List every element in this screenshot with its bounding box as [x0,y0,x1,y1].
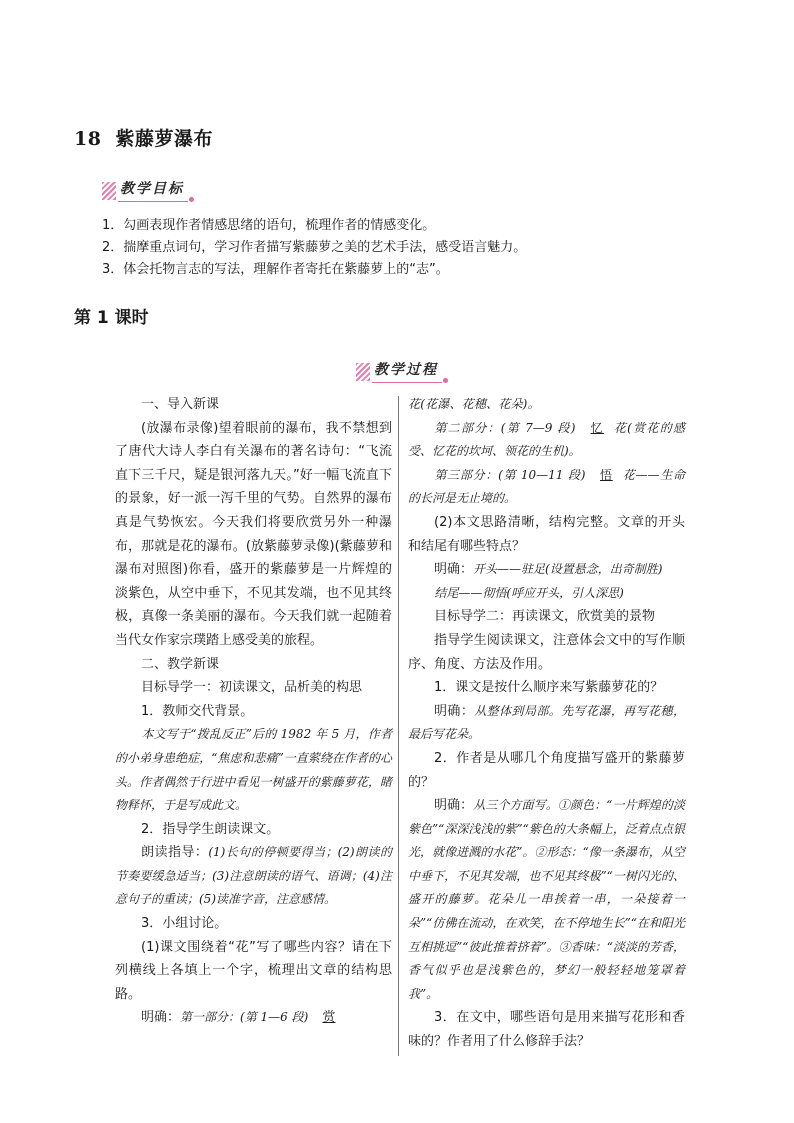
question-text: 1．课文是按什么顺序来写紫藤萝花的？ [434,680,664,696]
dot-icon [189,197,194,202]
answer-label: 明确： [434,703,475,719]
answer-continuation: 花(花瀑、花穗、花朵)。 [408,397,540,411]
question-text: 3．在文中，哪些语句是用来描写花形和香味的？作者用了什么修辞手法？ [408,1010,685,1050]
guide-heading: 目标导学一：初读课文，品析美的构思 [141,680,363,696]
intro-paragraph: (放瀑布录像)望着眼前的瀑布，我不禁想到了唐代大诗人李白有关瀑布的著名诗句：“飞流直下三千尺，疑是银河落九天。”好一幅飞流直下的景象，好一派一泻千里的气势。自然界的瀑布真是气势恢宏。今天我们将要欣赏另外一种瀑布，那就是花的瀑布。(放紫藤萝录像)(紫藤萝和瀑布对照图)你看，盛开的紫藤萝是一片辉煌的淡紫色，从空中垂下，不见其发端，也不见其终极，真像一条美丽的瀑布。今天我们就一起随着当代女作家宗璞踏上感受美的旅程。 [115,420,392,648]
lesson-title [74,124,213,151]
answer-text [115,1006,392,1030]
answer-part-label: 第二部分：(第 7—9 段) [434,420,576,435]
fill-blank: 赏 [322,1010,336,1026]
section-heading: 一、导入新课 [141,397,220,412]
dot-icon [443,378,448,383]
teaching-goals-tag [102,180,194,202]
lesson-name: 紫藤萝瀑布 [115,128,213,150]
section-heading: 二、教学新课 [141,656,220,672]
goal-list [102,215,742,281]
answer-text [408,558,685,582]
column-divider [398,396,399,1056]
right-column [408,393,685,1054]
reading-guide-text: (1)长句的停顿要得当；(2)朗读的节奏要缓急适当；(3)注意朗读的语气、语调；(4)注意句子的重读；(5)读准字音，注意感情。 [115,845,392,907]
answer-part-label: 第三部分：(第 10—11 段) [434,467,586,482]
question-text: 2．作者是从哪几个角度描写盛开的紫藤萝的？ [408,750,685,790]
ribbon-icon [356,363,370,381]
guide-text: 指导学生阅读课文，注意体会文中的写作顺序、角度、方法及作用。 [408,632,685,672]
question-text: (1)课文围绕着“花”写了哪些内容？请在下列横线上各填上一个字，梳理出文章的结构思路。 [115,939,392,1002]
lesson-number: 18 [74,128,102,150]
answer-part-tail: 花——生命的长河是无止境的。 [408,467,685,506]
answer-label: 明确： [434,562,474,578]
answer-part: 第一部分：(第 1—6 段) [180,1010,309,1025]
answer-part-tail: 花(赏花的感受、忆花的坎坷、领花的生机)。 [408,420,685,459]
step-heading: 1．教师交代背景。 [141,703,254,719]
guide-heading: 目标导学二：再读课文，欣赏美的景物 [434,609,656,625]
fill-blank: 悟 [599,467,613,482]
step-heading: 2．指导学生朗读课文。 [141,821,280,837]
teaching-goals-label: 教学目标 [118,180,188,202]
goal-item: 3．体会托物言志的写法，理解作者寄托在紫藤萝上的“志”。 [102,262,449,277]
answer-text [408,794,685,1006]
ribbon-icon [102,182,116,200]
answer-part [408,417,685,464]
answer-text [408,700,685,747]
fill-blank: 忆 [590,420,604,435]
background-text: 本文写于“拨乱反正”后的 1982 年 5 月，作者的小弟身患绝症，“焦虑和悲痛”一直萦绕在作者的心头。作者偶然于行进中看见一树盛开的紫藤萝花，睹物释怀，于是写成此文。 [115,727,392,813]
answer-body: 开头——驻足(设置悬念，出奇制胜) [473,562,663,577]
answer-body: 从三个方面写。①颜色：“一片辉煌的淡紫色”“深深浅浅的紫”“紫色的大条幅上，泛着点点银光，就像迸溅的水花”。②形态：“像一条瀑布，从空中垂下，不见其发端，也不见其终极”“一树闪光的、盛开的藤萝。花朵儿一串挨着一串，一朵接着一朵”“仿佛在流动，在欢笑，在不停地生长”“在和阳光互相挑逗”“彼此推着挤着”。③香味：“淡淡的芳香，香气似乎也是浅紫色的，梦幻一般轻轻地笼罩着我”。 [408,798,685,1001]
answer-label: 明确： [141,1010,181,1026]
teaching-process-tag [356,361,448,383]
answer-part [408,464,685,511]
reading-guide [115,841,392,912]
answer-label: 明确： [434,798,474,814]
question-text: (2)本文思路清晰，结构完整。文章的开头和结尾有哪些特点？ [408,514,685,554]
teaching-process-label: 教学过程 [372,361,442,383]
goal-item: 1．勾画表现作者情感思绪的语句，梳理作者的情感变化。 [102,218,436,233]
answer-body: 从整体到局部。先写花瀑，再写花穗，最后写花朵。 [408,703,685,742]
left-column [115,393,392,1030]
answer-text: 结尾——彻悟(呼应开头，引人深思) [434,585,624,600]
step-heading: 3．小组讨论。 [141,916,228,932]
period-title: 第 1 课时 [74,308,149,328]
goal-item: 2．揣摩重点词句，学习作者描写紫藤萝之美的艺术手法，感受语言魅力。 [102,240,527,255]
reading-guide-label: 朗读指导： [141,845,209,861]
